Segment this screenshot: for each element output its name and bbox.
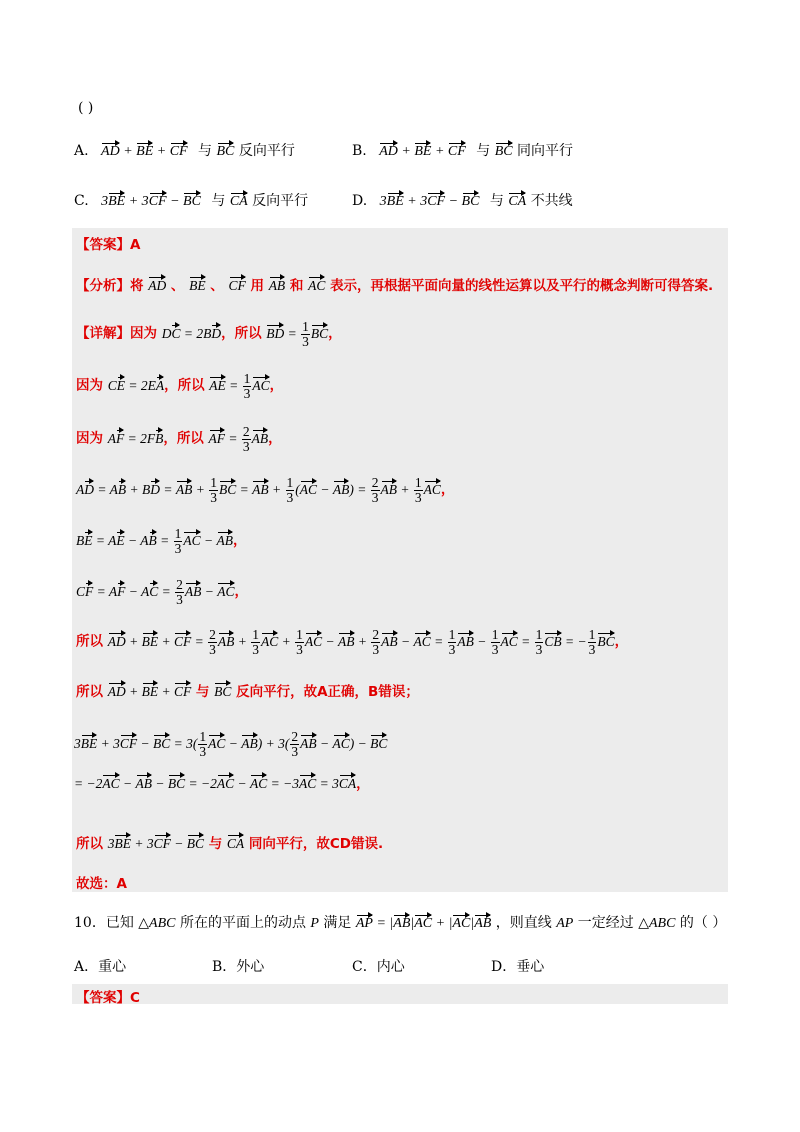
option-c [74, 190, 308, 210]
so-word: 所以 [76, 633, 103, 650]
option-label: A. [74, 143, 89, 159]
option-label: B. [352, 143, 367, 159]
detail-line-11: 所以 3BE + 3CF − BC 与 CA 同向平行，故CD错误. [76, 836, 384, 852]
question-number: 10．已知 [74, 915, 134, 931]
analysis-tag: 【分析】将 [76, 278, 144, 294]
option-expr: 3BE + 3CF − BC [101, 194, 201, 209]
with-word: 与 [195, 684, 210, 700]
option-vec: CA [508, 194, 527, 209]
use-word: 用 [250, 278, 264, 294]
q10-option-b [212, 956, 264, 976]
option-with: 与 [489, 193, 504, 209]
detail-line-7: 所以 AD + BE + CF = $\frac{2}{3}$ AB + $\frac{1}{3}$ AC + $\frac{1}{3}$ AC − AB + $\frac{2}{3}$ AB − AC = $\frac{1}{3}$ AB − $\frac{1}{3}$ AC = $\frac{1}{3}$ CB = − $\frac{1}{3}$ BC， [76, 627, 629, 657]
answer-tag-10: 【答案】C [76, 990, 140, 1006]
because-word: 因为 [76, 430, 103, 447]
option-vec: BC [216, 144, 235, 159]
final-choice: 故选：A [76, 876, 127, 892]
so-word: 所以 [177, 377, 205, 394]
detail-line-4: AD = AB + BD = AB + $\frac{1}{3}$ BC = AB + $\frac{1}{3}$ (AC − AB) = $\frac{2}{3}$ AB + $\frac{1}{3}$ AC， [76, 475, 455, 505]
option-label: C. [74, 193, 89, 209]
q10-option-a [74, 956, 126, 976]
conclusion-1: 反向平行，故A正确，B错误； [236, 684, 419, 700]
detail-line-3: 因为 AF = 2FB，所以 AF = $\frac{2}{3}$ AB， [76, 424, 282, 454]
option-text: 外心 [236, 959, 265, 975]
option-text: 同向平行 [517, 143, 574, 159]
option-label: A． [74, 959, 99, 975]
option-b [352, 140, 573, 160]
option-vec: CA [229, 194, 248, 209]
and-word: 和 [289, 278, 304, 294]
so-word: 所以 [234, 325, 262, 342]
option-d [352, 190, 573, 210]
q10-text-2: 满足 [323, 915, 352, 931]
option-with: 与 [476, 143, 491, 159]
option-text: 反向平行 [238, 143, 295, 159]
so-word: 所以 [176, 430, 204, 447]
answer-box-10 [72, 984, 728, 1004]
option-text: 垂心 [516, 959, 545, 975]
detail-line-6: CF = AF − AC = $\frac{2}{3}$ AB − AC， [76, 577, 249, 607]
detail-line-8: 所以 AD + BE + CF 与 BC 反向平行，故A正确，B错误； [76, 684, 419, 700]
option-a [74, 140, 295, 160]
q10-text-1: 所在的平面上的动点 [179, 915, 306, 931]
option-with: 与 [211, 193, 226, 209]
option-label: D. [352, 193, 368, 209]
detail-tag: 【详解】因为 [76, 325, 157, 342]
detail-line-5: BE = AE − AB = $\frac{1}{3}$ AC − AB， [76, 526, 247, 556]
option-text: 内心 [376, 959, 405, 975]
analysis-line: 【分析】将 AD 、 BE 、 CF 用 AB 和 AC 表示，再根据平面向量的线性运算以及平行的概念判断可得答案. [76, 278, 714, 294]
question-paren: ( ) [78, 100, 94, 116]
detail-line-1: 【详解】因为 DC = 2BD，所以 BD = $\frac{1}{3}$ BC， [76, 319, 342, 349]
q10-option-d [491, 956, 544, 976]
with-word: 与 [208, 836, 223, 852]
option-label: D． [491, 959, 517, 975]
option-text: 反向平行 [252, 193, 309, 209]
analysis-text: 表示，再根据平面向量的线性运算以及平行的概念判断可得答案. [330, 278, 714, 294]
option-vec: BC [494, 144, 513, 159]
answer-tag: 【答案】A [76, 237, 141, 253]
because-word: 因为 [76, 377, 103, 394]
q10-text-4: 一定经过 [577, 915, 634, 931]
so-word: 所以 [76, 684, 103, 700]
option-label: B． [212, 959, 237, 975]
q10-option-c [352, 956, 405, 976]
q10-text-5: 的（ ） [679, 915, 727, 931]
option-expr: AD + BE + CF [379, 144, 466, 159]
q10-text-3: ，则直线 [495, 915, 552, 931]
conclusion-2: 同向平行，故CD错误. [248, 836, 384, 852]
option-expr: 3BE + 3CF − BC [379, 194, 480, 209]
option-with: 与 [198, 143, 213, 159]
option-text: 不共线 [530, 193, 573, 209]
detail-line-10: = −2AC − AB − BC = −2AC − AC = −3AC = 3CA， [74, 776, 370, 792]
detail-line-9: 3BE + 3CF − BC = 3( $\frac{1}{3}$ AC − AB) + 3( $\frac{2}{3}$ AB − AC) − BC [74, 729, 388, 759]
option-text: 重心 [98, 959, 127, 975]
so-word: 所以 [76, 836, 103, 852]
option-expr: AD + BE + CF [101, 144, 188, 159]
detail-line-2: 因为 CE = 2EA，所以 AE = $\frac{1}{3}$ AC， [76, 371, 284, 401]
question-10: 10．已知 △ABC 所在的平面上的动点 P 满足 AP = |AB|AC + |AC|AB ，则直线 AP 一定经过 △ABC 的（ ） [74, 915, 727, 931]
option-label: C． [352, 959, 377, 975]
